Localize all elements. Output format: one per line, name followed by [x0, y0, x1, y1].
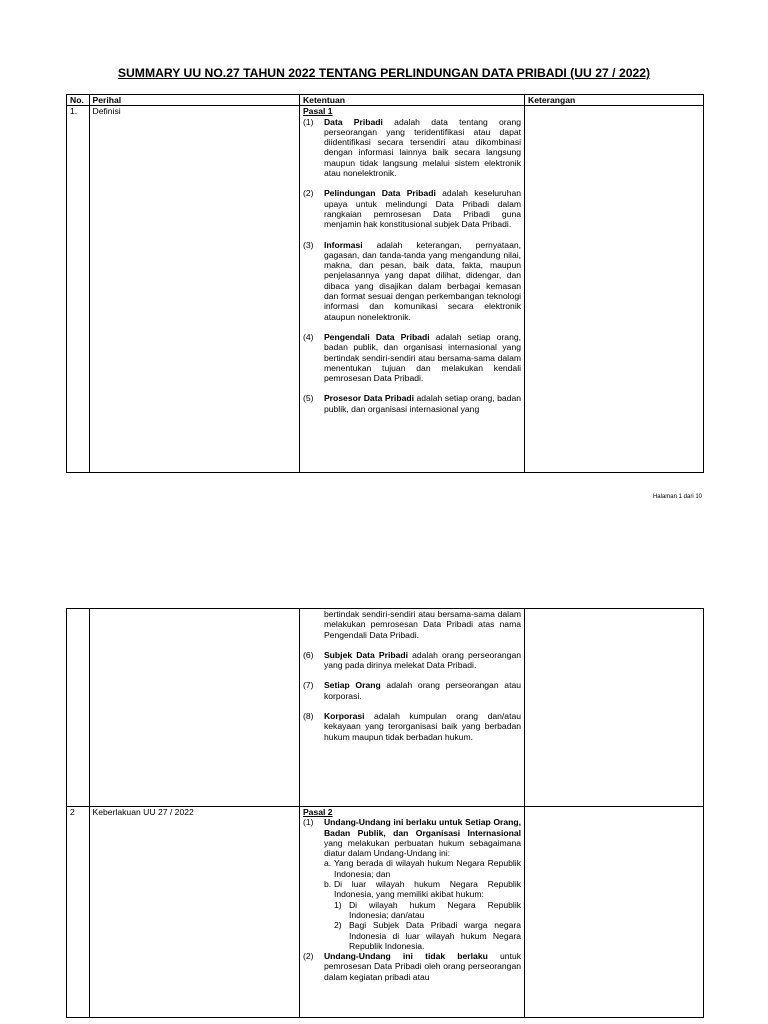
summary-table-page-2 — [66, 608, 704, 1018]
sub-sub-item: 1) Di wilayah hukum Negara Republik Indonesia; dan/atau — [333, 899, 522, 920]
row-ketentuan — [299, 609, 524, 807]
document-title: SUMMARY UU NO.27 TAHUN 2022 TENTANG PERLINDUNGAN DATA PRIBADI (UU 27 / 2022) — [117, 66, 651, 80]
row-keterangan — [525, 106, 704, 473]
definition-item: (1) Data Pribadi adalah data tentang orang perseorangan yang teridentifikasi atau dapat diidentifikasi secara tersendiri atau dikombinasi dengan informasi lainnya baik secara langsung maupun tidak langsung melalui sistem elektronik atau nonelektronik. — [302, 116, 522, 179]
row-perihal: Keberlakuan UU 27 / 2022 — [89, 807, 299, 1018]
row-ketentuan — [299, 106, 524, 473]
definition-item: (3) Informasi adalah keterangan, pernyataan, gagasan, dan tanda-tanda yang mengandung nilai, makna, dan pesan, baik data, fakta, maupun penjelasannya yang dapat dilihat, didengar, dan dibaca yang disajikan dalam berbagai kemasan dan format sesuai dengan perkembangan teknologi informasi dan komunikasi secara elektronik ataupun nonelektronik. — [302, 239, 522, 322]
header-perihal: Perihal — [89, 95, 299, 106]
row-keterangan — [525, 609, 704, 807]
definition-continuation: bertindak sendiri-sendiri atau bersama-sama dalam melakukan pemrosesan Data Pribadi atas nama Pengendali Data Pribadi. — [323, 609, 522, 640]
table-row — [67, 609, 704, 807]
row-perihal-empty — [89, 609, 299, 807]
row-no: 1. — [67, 106, 90, 473]
row-perihal: Definisi — [89, 106, 299, 473]
row-ketentuan — [299, 807, 524, 1018]
pasal-heading: Pasal 1 — [302, 106, 333, 117]
pasal-item: (2) Undang-Undang ini tidak berlaku untuk pemrosesan Data Pribadi oleh orang perseorangan dalam kegiatan pribadi atau — [302, 951, 522, 982]
sub-item: b. Di luar wilayah hukum Negara Republik Indonesia, yang memiliki akibat hukum: — [323, 879, 522, 900]
definition-item: (5) Prosesor Data Pribadi adalah setiap orang, badan publik, dan organisasi internasional yang — [302, 393, 522, 414]
sub-item: a. Yang berada di wilayah hukum Negara Republik Indonesia; dan — [323, 858, 522, 879]
row-no: 2 — [67, 807, 90, 1018]
definition-item: (2) Pelindungan Data Pribadi adalah keseluruhan upaya untuk melindungi Data Pribadi dalam rangkaian pemrosesan Data Pribadi guna menjamin hak konstitusional subjek Data Pribadi. — [302, 188, 522, 230]
header-no: No. — [67, 95, 90, 106]
table-row — [67, 807, 704, 1018]
row-no-empty — [67, 609, 90, 807]
definition-item: (7) Setiap Orang adalah orang perseorangan atau korporasi. — [302, 680, 522, 701]
table-row — [67, 106, 704, 473]
pasal-item: (1) Undang-Undang ini berlaku untuk Setiap Orang, Badan Publik, dan Organisasi Internasional yang melakukan perbuatan hukum sebagaimana diatur dalam Undang-Undang ini: a. Yang berada di wilayah hukum Negara Republik Indonesia; dan b. Di luar wilayah hukum Negara Republik Indonesia, yang memiliki akibat hukum: 1) Di wilayah hukum Negara Republik Indonesia; dan/atau 2) Bagi Subjek Data Pribadi warga negara Indonesia di luar wilayah hukum Negara Republik Indonesia. — [302, 817, 522, 951]
definition-item: (4) Pengendali Data Pribadi adalah setiap orang, badan publik, dan organisasi internasional yang bertindak sendiri-sendiri atau bersama-sama dalam menentukan tujuan dan melakukan kendali pemrosesan Data Pribadi. — [302, 331, 522, 384]
summary-table-page-1 — [66, 94, 704, 473]
table-header-row — [67, 95, 704, 106]
pasal-heading: Pasal 2 — [302, 807, 333, 817]
header-ketentuan: Ketentuan — [299, 95, 524, 106]
sub-sub-item: 2) Bagi Subjek Data Pribadi warga negara Indonesia di luar wilayah hukum Negara Republik Indonesia. — [333, 920, 522, 951]
header-keterangan: Keterangan — [525, 95, 704, 106]
row-keterangan — [525, 807, 704, 1018]
page-number: Halaman 1 dari 10 — [652, 494, 702, 500]
definition-item: (8) Korporasi adalah kumpulan orang dan/atau kekayaan yang terorganisasi baik yang berbadan hukum maupun tidak berbadan hukum. — [302, 711, 522, 742]
definition-item: (6) Subjek Data Pribadi adalah orang perseorangan yang pada dirinya melekat Data Pribadi. — [302, 649, 522, 671]
